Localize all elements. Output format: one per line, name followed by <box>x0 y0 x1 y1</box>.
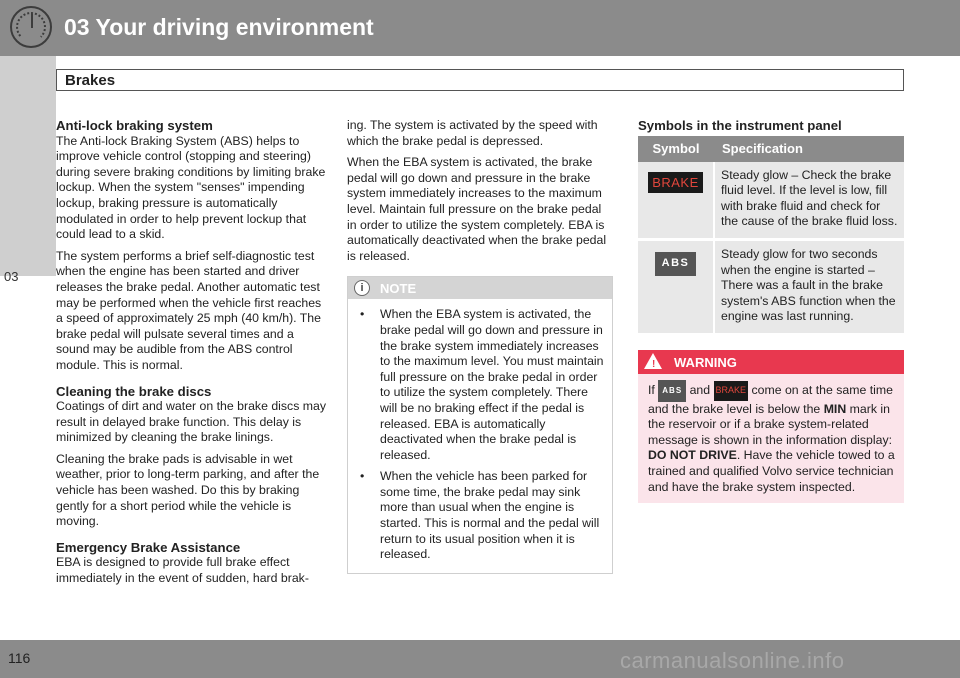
list-item: • When the vehicle has been parked for some time, the brake pedal may sink more than usual when the engine is started. This is normal and the pedal will return to its usual position when it is released. <box>360 469 600 562</box>
heading-cleaning-discs: Cleaning the brake discs <box>56 383 212 399</box>
paragraph: When the EBA system is activated, the brake pedal will go down and pressure in the brake system immediately increases to the maximum level. Maintain full pressure on the brake pedal in order to utilize the system completely. EBA is automatically deactivated when the brake pedal is released. <box>347 155 607 263</box>
warning-box <box>638 350 904 503</box>
table-row <box>638 162 904 240</box>
abs-warning-icon: ABS <box>655 252 697 276</box>
speedometer-icon <box>10 6 52 48</box>
chapter-side-tab <box>0 56 56 284</box>
section-header <box>56 69 904 91</box>
chapter-tab-label: 03 <box>4 269 19 284</box>
warning-text: If ABS and BRAKE come on at the same time and the brake level is below the MIN mark in the reservoir or if a brake system-related message is shown in the information display: DO NOT DRIVE. Have the vehicle towed to a trained and qualified Volvo service technician and have the brake system inspected. <box>638 374 904 503</box>
table-header-spec: Specification <box>714 136 904 162</box>
paragraph: EBA is designed to provide full brake effect immediately in the event of sudden, hard brak- <box>56 555 309 586</box>
text-column-1 <box>56 118 326 593</box>
heading-symbols: Symbols in the instrument panel <box>638 118 842 133</box>
brake-icon: BRAKE <box>714 381 749 401</box>
warning-title: WARNING <box>674 354 737 370</box>
paragraph: Cleaning the brake pads is advisable in wet weather, prior to long-term parking, and after the vehicle has been washed. Do this by braking gently for a short period while the vehicle is moving. <box>56 451 320 529</box>
note-box <box>347 276 613 574</box>
brake-warning-icon: BRAKE <box>648 172 703 194</box>
heading-eba: Emergency Brake Assistance <box>56 539 241 555</box>
symbols-table <box>638 136 904 336</box>
text-column-3 <box>638 118 904 503</box>
table-row <box>638 239 904 334</box>
list-item: • When the EBA system is activated, the brake pedal will go down and pressure in the brake system immediately increases to the maximum level. You must maintain full pressure on the brake pedal in order to utilize the system completely. There will be no braking effect if the pedal is released. EBA is automatically deactivated when the brake pedal is released. <box>360 307 604 462</box>
paragraph: ing. The system is activated by the speed with which the brake pedal is depressed. <box>347 118 598 148</box>
table-header-symbol: Symbol <box>638 136 714 162</box>
chapter-header-bar <box>0 0 960 56</box>
table-cell: Steady glow – Check the brake fluid level. If the level is low, fill with brake fluid and check for the cause of the brake fluid loss. <box>714 162 904 240</box>
paragraph: The Anti-lock Braking System (ABS) helps to improve vehicle control (stopping and steering) during severe braking conditions by limiting brake lockup. When the system "senses" impending lockup, braking pressure is automatically modulated in order to help prevent lockup that could lead to a skid. <box>56 133 326 242</box>
paragraph: Coatings of dirt and water on the brake discs may result in delayed brake function. This delay is minimized by cleaning the brake linings. <box>56 399 326 445</box>
info-icon: i <box>354 280 370 296</box>
table-cell: Steady glow for two seconds when the engine is started – There was a fault in the brake system's ABS function when the engine was last running. <box>714 239 904 334</box>
section-title: Brakes <box>65 72 116 89</box>
note-header <box>348 277 612 299</box>
text-column-2 <box>347 118 613 574</box>
warning-header: ! WARNING <box>638 350 904 374</box>
chapter-title: 03 Your driving environment <box>64 14 374 40</box>
heading-abs: Anti-lock braking system <box>56 118 213 133</box>
abs-icon: ABS <box>658 380 686 402</box>
watermark: carmanualsonline.info <box>620 648 845 673</box>
paragraph: The system performs a brief self-diagnostic test when the engine has been started and driver releases the brake pedal. Another automatic test may be performed when the vehicle first reaches a speed of approximately 25 mph (40 km/h). The brake pedal will pulsate several times and a sound may be audible from the ABS control module. This is normal. <box>56 248 322 372</box>
page-number: 116 <box>8 650 31 666</box>
footer-bar <box>0 640 960 678</box>
note-title: NOTE <box>380 281 417 297</box>
